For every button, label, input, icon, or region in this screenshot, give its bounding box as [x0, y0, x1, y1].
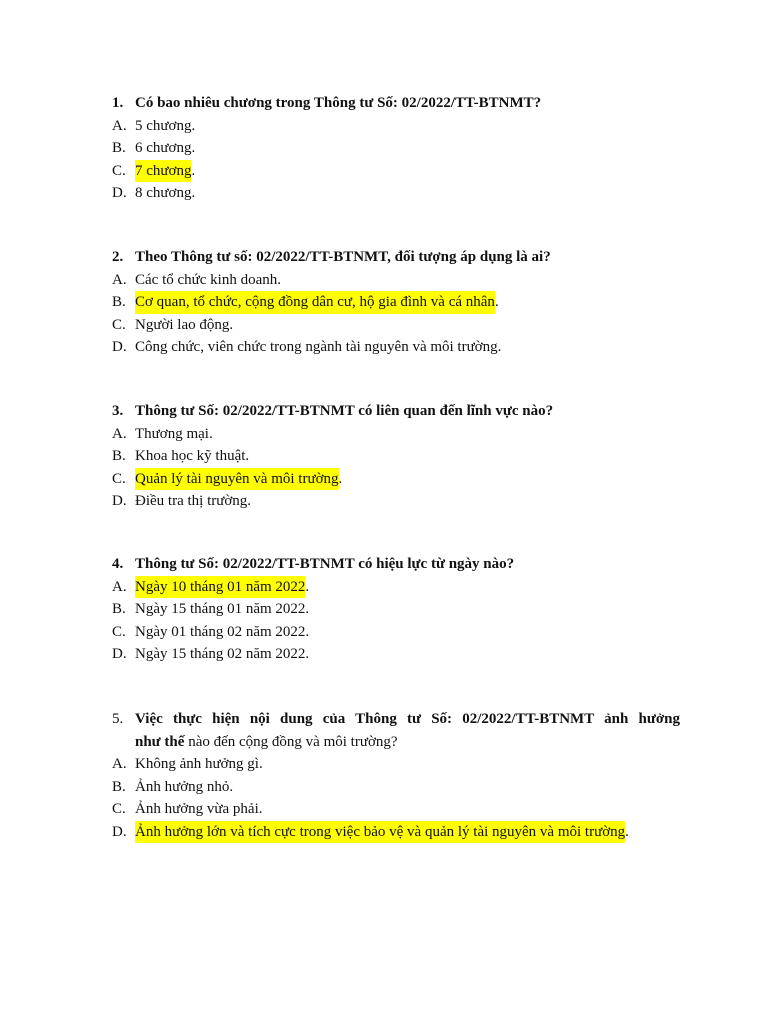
question-text: Thông tư Số: 02/2022/TT-BTNMT có liên quan đến lĩnh vực nào? — [135, 403, 554, 419]
option-letter: A. — [112, 271, 127, 288]
question-4 — [112, 553, 680, 666]
question-text: Có bao nhiêu chương trong Thông tư Số: 02/2022/TT-BTNMT? — [135, 95, 542, 111]
option-letter: C. — [112, 470, 126, 487]
option-letter: A. — [112, 578, 127, 595]
option-text: Các tổ chức kinh doanh — [135, 271, 278, 288]
option-c: C. Ngày 01 tháng 02 năm 2022 . — [112, 621, 680, 644]
option-text-highlighted: Ngày 10 tháng 01 năm 2022 — [135, 576, 305, 599]
option-letter: A. — [112, 425, 127, 442]
option-text-highlighted: Quản lý tài nguyên và môi trường — [135, 468, 339, 491]
question-number: 5. — [112, 711, 124, 727]
question-3 — [112, 400, 680, 513]
option-b: B. Khoa học kỹ thuật . — [112, 445, 680, 468]
option-a: A. Các tổ chức kinh doanh . — [112, 269, 680, 292]
option-letter: A. — [112, 756, 127, 772]
option-d: D. Ngày 15 tháng 02 năm 2022 . — [112, 643, 680, 666]
option-a: A. Ngày 10 tháng 01 năm 2022 . — [112, 576, 680, 599]
option-text: Ngày 15 tháng 01 năm 2022 — [135, 601, 306, 617]
option-d: D. Công chức, viên chức trong ngành tài nguyên và môi trường . — [112, 336, 680, 359]
option-letter: B. — [112, 448, 126, 464]
option-a: A. Thương mại . — [112, 423, 680, 446]
option-letter: D. — [112, 339, 127, 355]
option-b: B. 6 chương . — [112, 137, 680, 160]
option-text: Ảnh hưởng nhỏ — [135, 778, 230, 795]
question-text-line-1: Việc thực hiện nội dung của Thông tư Số: 02/2022/TT-BTNMT ảnh hưởng — [135, 711, 680, 727]
option-text-highlighted: 7 chương — [135, 160, 191, 183]
option-text: Ngày 15 tháng 02 năm 2022 — [135, 646, 306, 662]
option-d: D. Điều tra thị trường . — [112, 490, 680, 513]
option-text-highlighted: Ảnh hưởng lớn và tích cực trong việc bảo vệ và quản lý tài nguyên và môi trường — [135, 821, 625, 844]
option-a: A. Không ảnh hưởng gì . — [112, 753, 680, 776]
question-2 — [112, 246, 680, 359]
option-b: B. Ngày 15 tháng 01 năm 2022 . — [112, 598, 680, 621]
option-letter: B. — [112, 601, 126, 617]
option-text: Công chức, viên chức trong ngành tài nguyên và môi trường — [135, 339, 498, 355]
option-c: C. Người lao động . — [112, 314, 680, 337]
option-text-highlighted: Cơ quan, tổ chức, cộng đồng dân cư, hộ gia đình và cá nhân — [135, 291, 495, 314]
option-letter: B. — [112, 140, 126, 156]
option-text: 5 chương — [135, 117, 192, 134]
option-letter: C. — [112, 623, 126, 640]
option-letter: C. — [112, 162, 126, 179]
option-text: Khoa học kỹ thuật — [135, 448, 246, 464]
question-number: 3. — [112, 403, 124, 419]
option-text: 8 chương — [135, 185, 192, 201]
option-c: C. Quản lý tài nguyên và môi trường . — [112, 468, 680, 491]
option-text: Người lao động — [135, 316, 230, 333]
question-text-line-2: như thế nào đến cộng đồng và môi trường? — [135, 733, 398, 750]
option-letter: C. — [112, 801, 126, 817]
question-number: 2. — [112, 249, 124, 265]
option-c: C. 7 chương . — [112, 160, 680, 183]
question-5 — [112, 708, 680, 843]
option-b: B. Ảnh hưởng nhỏ . — [112, 776, 680, 799]
option-c: C. Ảnh hưởng vừa phải . — [112, 798, 680, 821]
option-d: D. Ảnh hưởng lớn và tích cực trong việc bảo vệ và quản lý tài nguyên và môi trường . — [112, 821, 680, 844]
option-text: Ngày 01 tháng 02 năm 2022 — [135, 623, 306, 640]
question-number: 4. — [112, 556, 124, 572]
option-text: Thương mại — [135, 425, 209, 442]
question-text: Thông tư Số: 02/2022/TT-BTNMT có hiệu lực từ ngày nào? — [135, 556, 515, 572]
option-letter: D. — [112, 646, 127, 662]
option-text: Ảnh hưởng vừa phải — [135, 801, 259, 817]
option-letter: B. — [112, 778, 126, 795]
question-text: Theo Thông tư số: 02/2022/TT-BTNMT, đối tượng áp dụng là ai? — [135, 249, 551, 265]
question-number: 1. — [112, 95, 124, 111]
option-letter: D. — [112, 493, 127, 509]
option-text: 6 chương — [135, 140, 192, 156]
option-b: B. Cơ quan, tổ chức, cộng đồng dân cư, hộ gia đình và cá nhân . — [112, 291, 680, 314]
question-1 — [112, 92, 680, 205]
option-letter: D. — [112, 185, 127, 201]
option-letter: D. — [112, 823, 127, 840]
option-letter: A. — [112, 117, 127, 134]
option-text: Điều tra thị trường — [135, 493, 248, 509]
option-d: D. 8 chương . — [112, 182, 680, 205]
option-text: Không ảnh hưởng gì — [135, 756, 259, 772]
option-a: A. 5 chương . — [112, 115, 680, 138]
option-letter: B. — [112, 294, 126, 310]
option-letter: C. — [112, 316, 126, 333]
